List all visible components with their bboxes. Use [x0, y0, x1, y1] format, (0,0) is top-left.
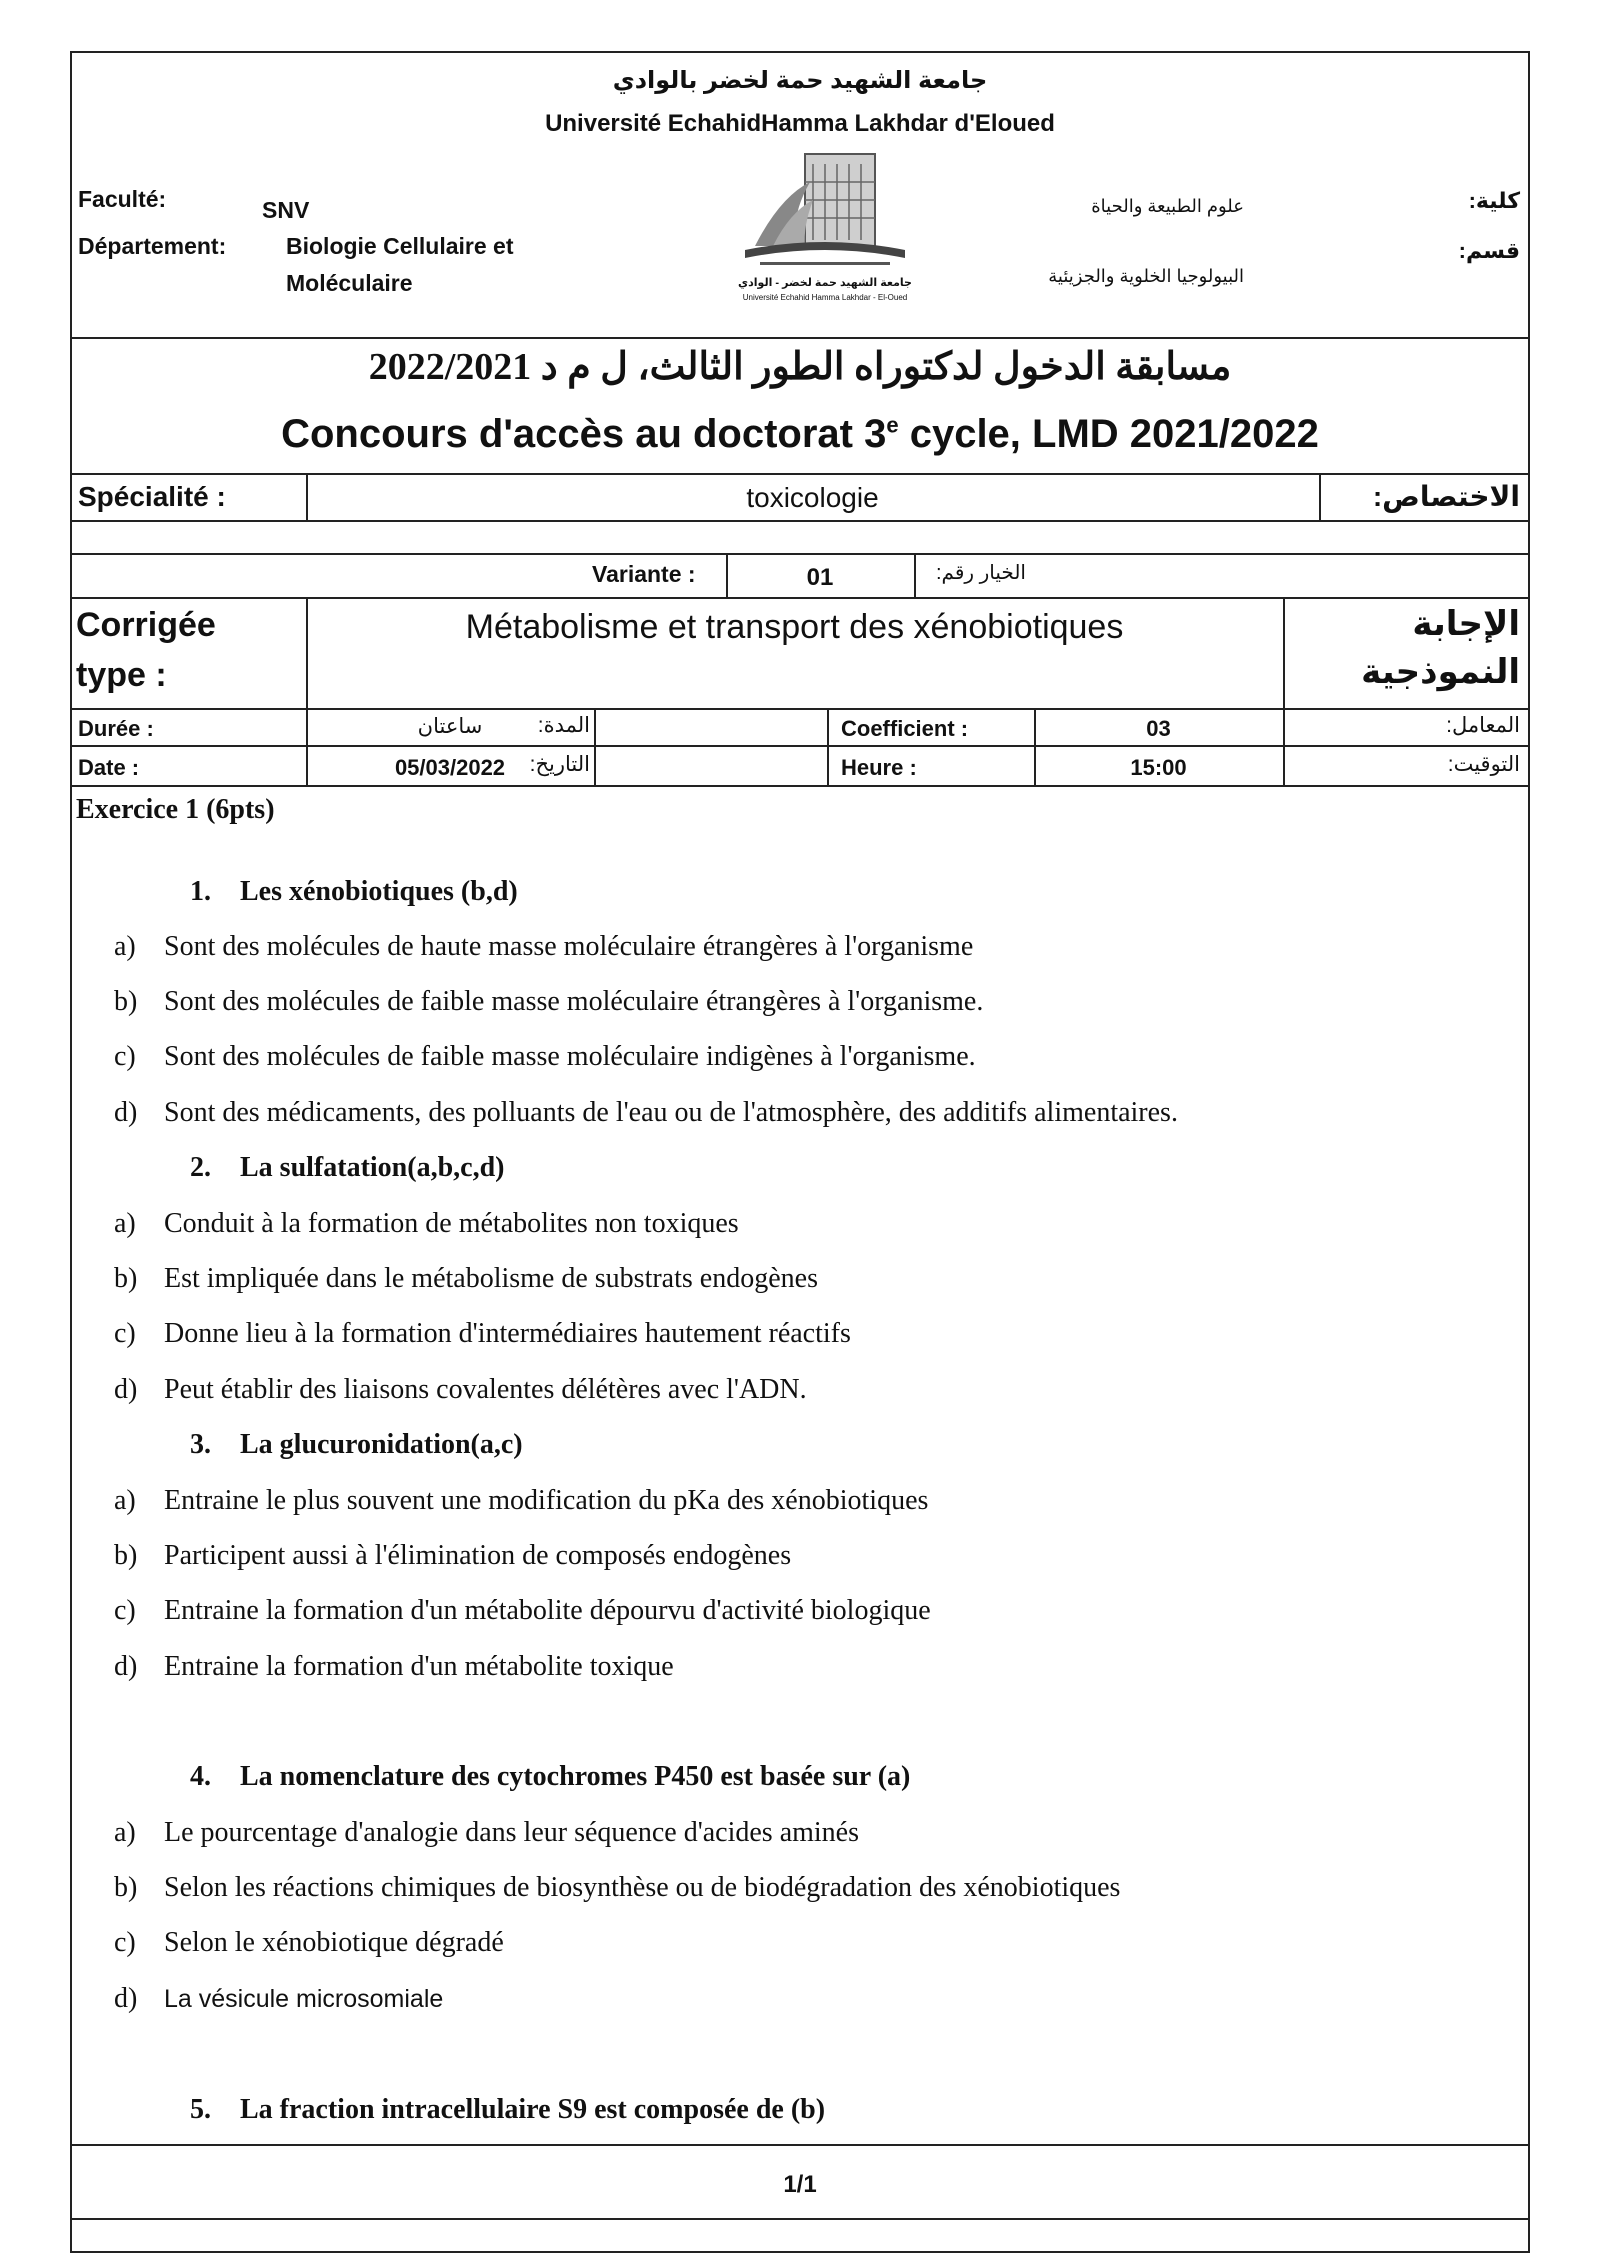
option-letter: c)	[114, 1041, 136, 1072]
option-text: Peut établir des liaisons covalentes délétères avec l'ADN.	[164, 1374, 807, 1405]
question-title: La sulfatation(a,b,c,d)	[240, 1152, 505, 1183]
university-name-ar: جامعة الشهيد حمة لخضر بالوادي	[612, 67, 988, 94]
question-number: 3.	[190, 1429, 211, 1460]
corrigee-label-line2: type :	[76, 656, 167, 694]
page-number: 1/1	[783, 2171, 817, 2198]
option-letter: d)	[114, 1651, 138, 1682]
corrigee-label-ar-line2: النموذجية	[1361, 653, 1520, 691]
question-number: 2.	[190, 1152, 211, 1183]
title-fr: Concours d'accès au doctorat 3e cycle, LMD 2021/2022	[281, 412, 1319, 456]
question-number: 5.	[190, 2094, 211, 2125]
date-value: 05/03/2022	[394, 755, 506, 780]
table-line	[1283, 708, 1285, 785]
table-line	[70, 473, 1530, 475]
heure-label: Heure :	[841, 755, 917, 780]
table-line	[70, 553, 1530, 555]
option-letter: a)	[114, 1485, 136, 1516]
table-line	[1283, 597, 1285, 708]
duree-label: Durée :	[78, 716, 154, 741]
option-text: Entraine la formation d'un métabolite dépourvu d'activité biologique	[164, 1595, 931, 1626]
header-divider	[70, 337, 1530, 339]
option-text: Sont des molécules de faible masse moléculaire étrangères à l'organisme.	[164, 986, 984, 1017]
duree-value: ساعتان	[417, 715, 483, 738]
option-letter: d)	[114, 1097, 138, 1128]
date-label: Date :	[78, 755, 140, 780]
duree-label-ar: المدة:	[537, 714, 590, 737]
question-title: La glucuronidation(a,c)	[240, 1429, 523, 1460]
date-label-ar: التاريخ:	[529, 753, 590, 776]
faculty-label: Faculté:	[78, 186, 167, 212]
department-value-line2: Moléculaire	[286, 270, 413, 296]
faculty-value-ar: علوم الطبيعة والحياة	[1091, 196, 1244, 216]
option-text: Participent aussi à l'élimination de composés endogènes	[164, 1540, 792, 1571]
question-title: La nomenclature des cytochromes P450 est basée sur (a)	[240, 1761, 911, 1792]
specialite-label: Spécialité :	[78, 481, 226, 512]
variante-label: Variante :	[592, 561, 696, 587]
option-text: Le pourcentage d'analogie dans leur séquence d'acides aminés	[164, 1817, 860, 1848]
table-line	[70, 708, 1530, 710]
option-letter: d)	[114, 1983, 138, 2014]
table-line	[70, 785, 1530, 787]
option-letter: b)	[114, 986, 138, 1017]
variante-value: 01	[806, 564, 834, 591]
exercise-title: Exercice 1 (6pts)	[76, 794, 275, 825]
title-ar: مسابقة الدخول لدكتوراه الطور الثالث، ل م د 2022/2021	[368, 346, 1232, 388]
specialite-value: toxicologie	[746, 482, 879, 513]
table-line	[70, 520, 1530, 522]
department-value-line1: Biologie Cellulaire et	[286, 233, 514, 259]
logo-caption-ar: جامعة الشهيد حمة لخضر - الوادي	[738, 277, 912, 289]
subject-title: Métabolisme et transport des xénobiotiques	[465, 608, 1124, 646]
option-text: Sont des molécules de haute masse moléculaire étrangères à l'organisme	[164, 931, 974, 962]
table-line	[70, 745, 1530, 747]
option-text: Est impliquée dans le métabolisme de substrats endogènes	[164, 1263, 818, 1294]
specialite-label-ar: الاختصاص:	[1372, 481, 1520, 512]
option-letter: b)	[114, 1540, 138, 1571]
option-text: Selon les réactions chimiques de biosynthèse ou de biodégradation des xénobiotiques	[164, 1872, 1121, 1903]
table-line	[594, 708, 596, 785]
variante-label-ar: الخيار رقم:	[936, 562, 1026, 584]
option-letter: a)	[114, 1817, 136, 1848]
footer-divider	[70, 2144, 1530, 2146]
footer-divider	[70, 2218, 1530, 2220]
option-text: Entraine la formation d'un métabolite toxique	[164, 1651, 674, 1682]
option-text: Donne lieu à la formation d'intermédiaires hautement réactifs	[164, 1318, 851, 1349]
question-number: 4.	[190, 1761, 211, 1792]
coefficient-label-ar: المعامل:	[1446, 714, 1520, 737]
option-text: Conduit à la formation de métabolites non toxiques	[164, 1208, 739, 1239]
option-letter: a)	[114, 931, 136, 962]
table-line	[914, 553, 916, 597]
heure-value: 15:00	[1130, 755, 1187, 780]
department-label-ar: قسم:	[1458, 238, 1520, 263]
heure-label-ar: التوقيت:	[1447, 753, 1520, 776]
option-letter: d)	[114, 1374, 138, 1405]
coefficient-label: Coefficient :	[841, 716, 969, 741]
option-text: Sont des molécules de faible masse moléculaire indigènes à l'organisme.	[164, 1041, 976, 1072]
department-value-ar: البيولوجيا الخلوية والجزيئية	[1048, 266, 1244, 286]
option-text: Selon le xénobiotique dégradé	[164, 1927, 504, 1958]
option-text: Sont des médicaments, des polluants de l'eau ou de l'atmosphère, des additifs alimentaires.	[164, 1097, 1178, 1128]
option-text: La vésicule microsomiale	[164, 1985, 444, 2013]
question-title: Les xénobiotiques (b,d)	[240, 876, 518, 907]
coefficient-value: 03	[1146, 716, 1171, 741]
option-letter: c)	[114, 1318, 136, 1349]
option-text: Entraine le plus souvent une modification du pKa des xénobiotiques	[164, 1485, 929, 1516]
table-line	[1319, 473, 1321, 520]
option-letter: b)	[114, 1263, 138, 1294]
question-number: 1.	[190, 876, 211, 907]
department-label: Département:	[78, 233, 227, 259]
corrigee-label-ar-line1: الإجابة	[1412, 605, 1520, 643]
logo-caption-fr: Université Echahid Hamma Lakhdar - El-Oued	[742, 293, 908, 302]
university-name-fr: Université EchahidHamma Lakhdar d'Eloued	[545, 110, 1055, 137]
option-letter: c)	[114, 1927, 136, 1958]
option-letter: b)	[114, 1872, 138, 1903]
faculty-label-ar: كلية:	[1468, 188, 1520, 213]
question-title: La fraction intracellulaire S9 est composée de (b)	[240, 2094, 826, 2125]
option-letter: c)	[114, 1595, 136, 1626]
table-line	[70, 597, 1530, 599]
table-line	[827, 708, 829, 785]
corrigee-label-line1: Corrigée	[76, 606, 216, 644]
option-letter: a)	[114, 1208, 136, 1239]
faculty-value: SNV	[262, 197, 310, 223]
